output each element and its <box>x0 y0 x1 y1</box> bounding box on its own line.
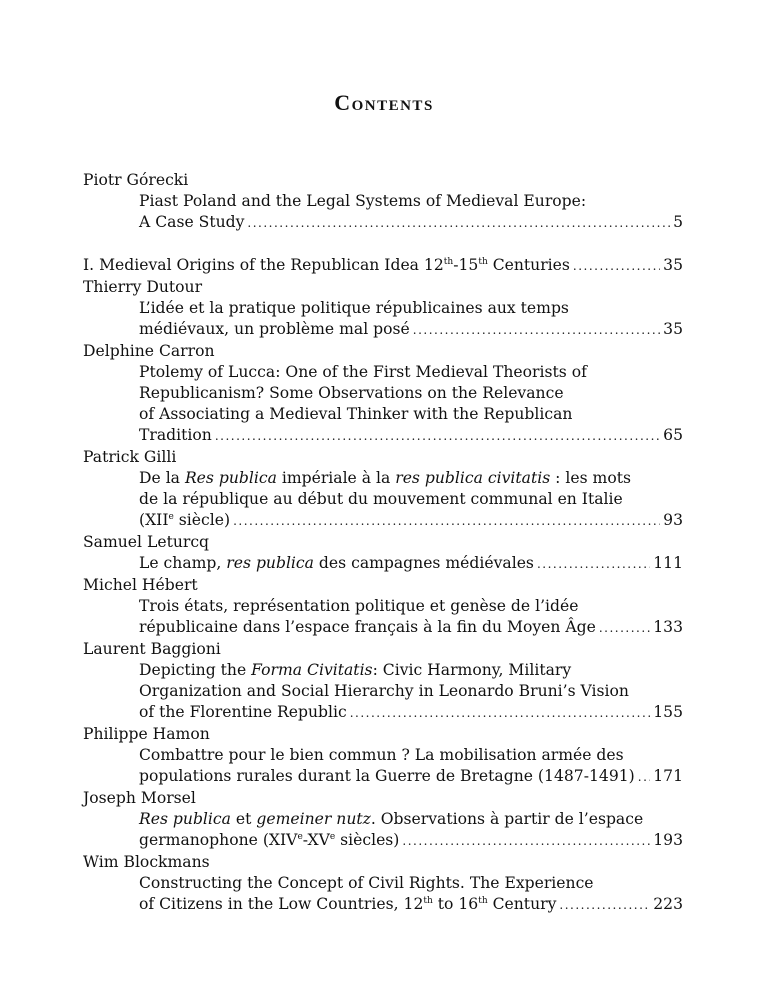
entry-line: L’idée et la pratique politique républicaines aux temps <box>139 299 569 317</box>
entry-line: Le champ, res publica des campagnes médiévales <box>139 554 534 572</box>
entry-author: Thierry Dutour <box>83 278 203 296</box>
page-number: 171 <box>653 767 683 785</box>
entry-line: médiévaux, un problème mal posé <box>139 320 410 338</box>
entry-author: Wim Blockmans <box>83 853 210 871</box>
page-number: 5 <box>673 213 683 231</box>
entry-line: Piast Poland and the Legal Systems of Medieval Europe: <box>139 192 587 210</box>
page-number: 111 <box>653 554 683 572</box>
entry-line: Combattre pour le bien commun ? La mobilisation armée des <box>139 746 624 764</box>
entry-author: Samuel Leturcq <box>83 533 210 551</box>
leader-dots <box>350 703 651 724</box>
page-number: 35 <box>663 320 683 338</box>
entry-line: Depicting the Forma Civitatis: Civic Harmony, Military <box>139 661 572 679</box>
toc-entry-blockmans[interactable] <box>83 852 683 916</box>
page-number: 35 <box>663 256 683 274</box>
toc-entry-morsel[interactable] <box>83 788 683 852</box>
toc-entry-baggioni[interactable] <box>83 639 683 724</box>
entry-line: of Associating a Medieval Thinker with the Republican <box>139 405 573 423</box>
toc-entry-leturcq[interactable] <box>83 532 683 575</box>
page-title: Contents <box>334 90 434 115</box>
leader-dots <box>573 256 660 277</box>
toc-entry-carron[interactable] <box>83 341 683 447</box>
toc-entry-dutour[interactable] <box>83 277 683 341</box>
entry-author: Michel Hébert <box>83 576 198 594</box>
page-number: 65 <box>663 426 683 444</box>
page-number: 133 <box>653 618 683 636</box>
entry-line: Ptolemy of Lucca: One of the First Medieval Theorists of <box>139 363 587 381</box>
page-number: 193 <box>653 831 683 849</box>
entry-author: Patrick Gilli <box>83 448 177 466</box>
entry-author: Joseph Morsel <box>83 789 196 807</box>
entry-line: of Citizens in the Low Countries, 12th to 16th Century <box>139 895 557 913</box>
leader-dots <box>402 831 650 852</box>
leader-dots <box>599 618 650 639</box>
leader-dots <box>413 320 660 341</box>
entry-author: Piotr Górecki <box>83 171 189 189</box>
toc-entry-hebert[interactable] <box>83 575 683 639</box>
entry-line: (XIIe siècle) <box>139 511 231 529</box>
entry-article <box>83 191 683 234</box>
entry-line: germanophone (XIVe-XVe siècles) <box>139 831 400 849</box>
leader-dots <box>559 895 650 916</box>
entry-line: Tradition <box>139 426 212 444</box>
entry-author: Laurent Baggioni <box>83 640 221 658</box>
toc-entry-gorecki[interactable] <box>83 170 683 234</box>
toc-entry-gilli[interactable] <box>83 447 683 532</box>
page-number: 155 <box>653 703 683 721</box>
entry-author: Philippe Hamon <box>83 725 210 743</box>
entry-author: Delphine Carron <box>83 342 215 360</box>
entry-line: de la république au début du mouvement communal en Italie <box>139 490 623 508</box>
entry-line: Trois états, représentation politique et genèse de l’idée <box>139 597 579 615</box>
table-of-contents <box>83 170 683 916</box>
leader-dots <box>638 767 650 788</box>
entry-line: populations rurales durant la Guerre de Bretagne (1487-1491) <box>139 767 635 785</box>
toc-entry-hamon[interactable] <box>83 724 683 788</box>
leader-dots <box>537 554 650 575</box>
section-heading[interactable]: I. Medieval Origins of the Republican Idea 12th-15th Centuries ..... 35 <box>83 255 683 277</box>
leader-dots <box>233 511 660 532</box>
entry-line: Constructing the Concept of Civil Rights. The Experience <box>139 874 594 892</box>
page-number: 93 <box>663 511 683 529</box>
entry-line: Organization and Social Hierarchy in Leonardo Bruni’s Vision <box>139 682 629 700</box>
entry-line: De la Res publica impériale à la res publica civitatis : les mots <box>139 469 631 487</box>
entry-line: of the Florentine Republic <box>139 703 347 721</box>
entry-line: Republicanism? Some Observations on the Relevance <box>139 384 564 402</box>
entry-line: républicaine dans l’espace français à la fin du Moyen Âge <box>139 618 596 636</box>
entry-line: Res publica et gemeiner nutz. Observations à partir de l’espace <box>139 810 644 828</box>
leader-dots <box>215 426 660 447</box>
leader-dots <box>247 213 670 234</box>
page-number: 223 <box>653 895 683 913</box>
entry-line: A Case Study <box>139 213 245 231</box>
